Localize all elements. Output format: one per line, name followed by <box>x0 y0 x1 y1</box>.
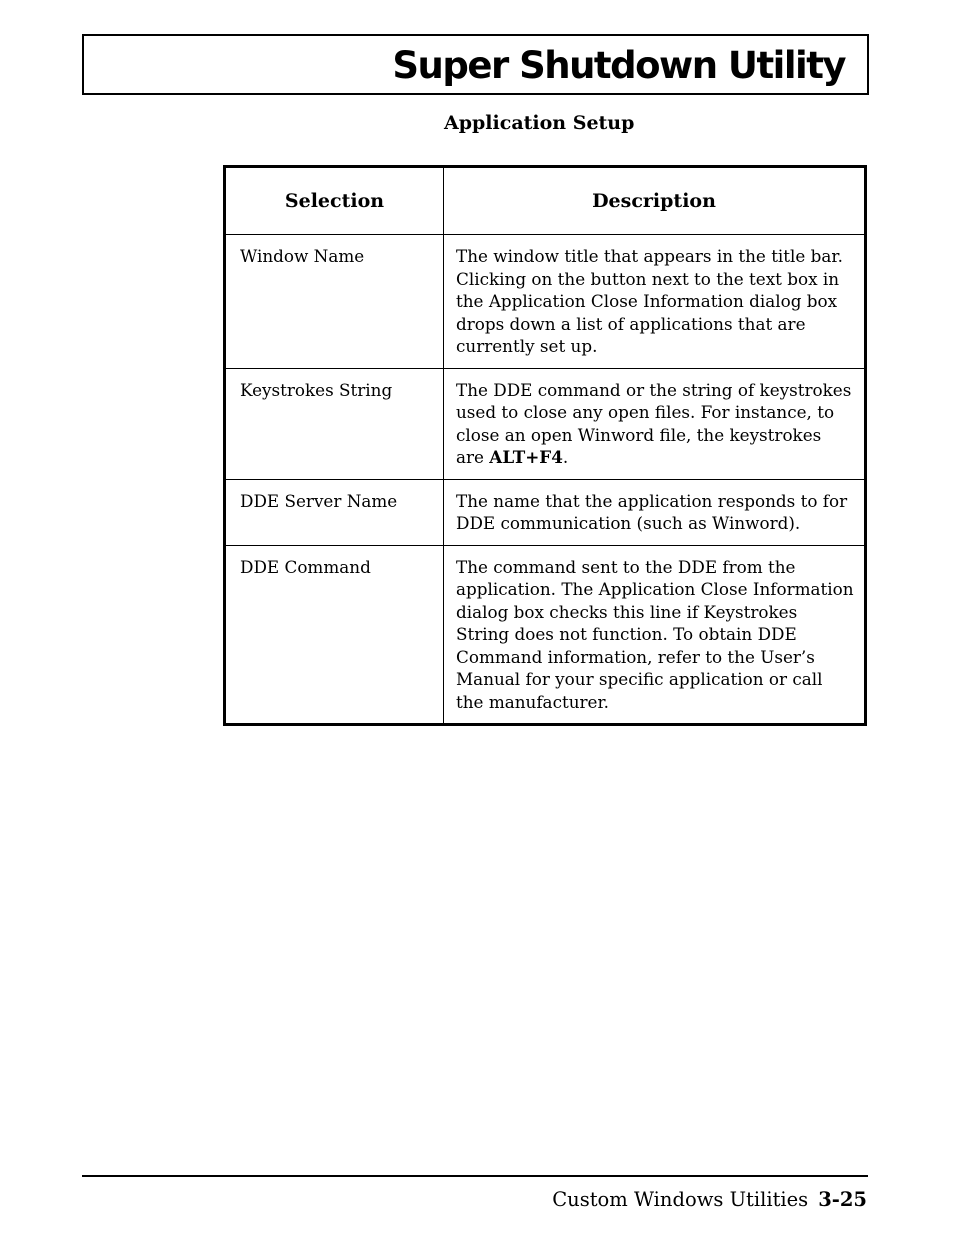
table-row <box>225 479 866 545</box>
description-cell: The command sent to the DDE from the application. The Application Close Information dialog box checks this line if Keystrokes String does not function. To obtain DDE Command information, refer to the User’s Manual for your specific application or call the manufacturer. <box>444 545 866 725</box>
description-cell <box>444 368 866 479</box>
description-text-end: . <box>562 447 569 467</box>
column-header-selection: Selection <box>225 167 444 235</box>
selection-cell: Keystrokes String <box>225 368 444 479</box>
selection-cell: Window Name <box>225 235 444 369</box>
section-title: Application Setup <box>444 112 635 134</box>
table-row <box>225 545 866 725</box>
description-text: The DDE command or the string of keystrokes used to close any open files. For instance, to close an open Winword file, the keystrokes are <box>456 379 852 467</box>
description-cell: The window title that appears in the title bar. Clicking on the button next to the text box in the Application Close Information dialog box drops down a list of applications that are currently set up. <box>444 235 866 369</box>
header-box <box>82 34 869 95</box>
selection-cell: DDE Server Name <box>225 479 444 545</box>
page-footer <box>552 1188 867 1211</box>
table-row <box>225 368 866 479</box>
page-title: Super Shutdown Utility <box>392 44 845 87</box>
table-header-row <box>225 167 866 235</box>
footer-section-name: Custom Windows Utilities <box>552 1188 809 1211</box>
application-setup-table <box>223 165 867 726</box>
table-row <box>225 235 866 369</box>
selection-cell: DDE Command <box>225 545 444 725</box>
column-header-description: Description <box>444 167 866 235</box>
keystroke-combo: ALT+F4 <box>489 447 563 467</box>
description-cell: The name that the application responds to for DDE communication (such as Winword). <box>444 479 866 545</box>
page-number: 3-25 <box>818 1188 867 1211</box>
footer-rule <box>82 1175 868 1177</box>
